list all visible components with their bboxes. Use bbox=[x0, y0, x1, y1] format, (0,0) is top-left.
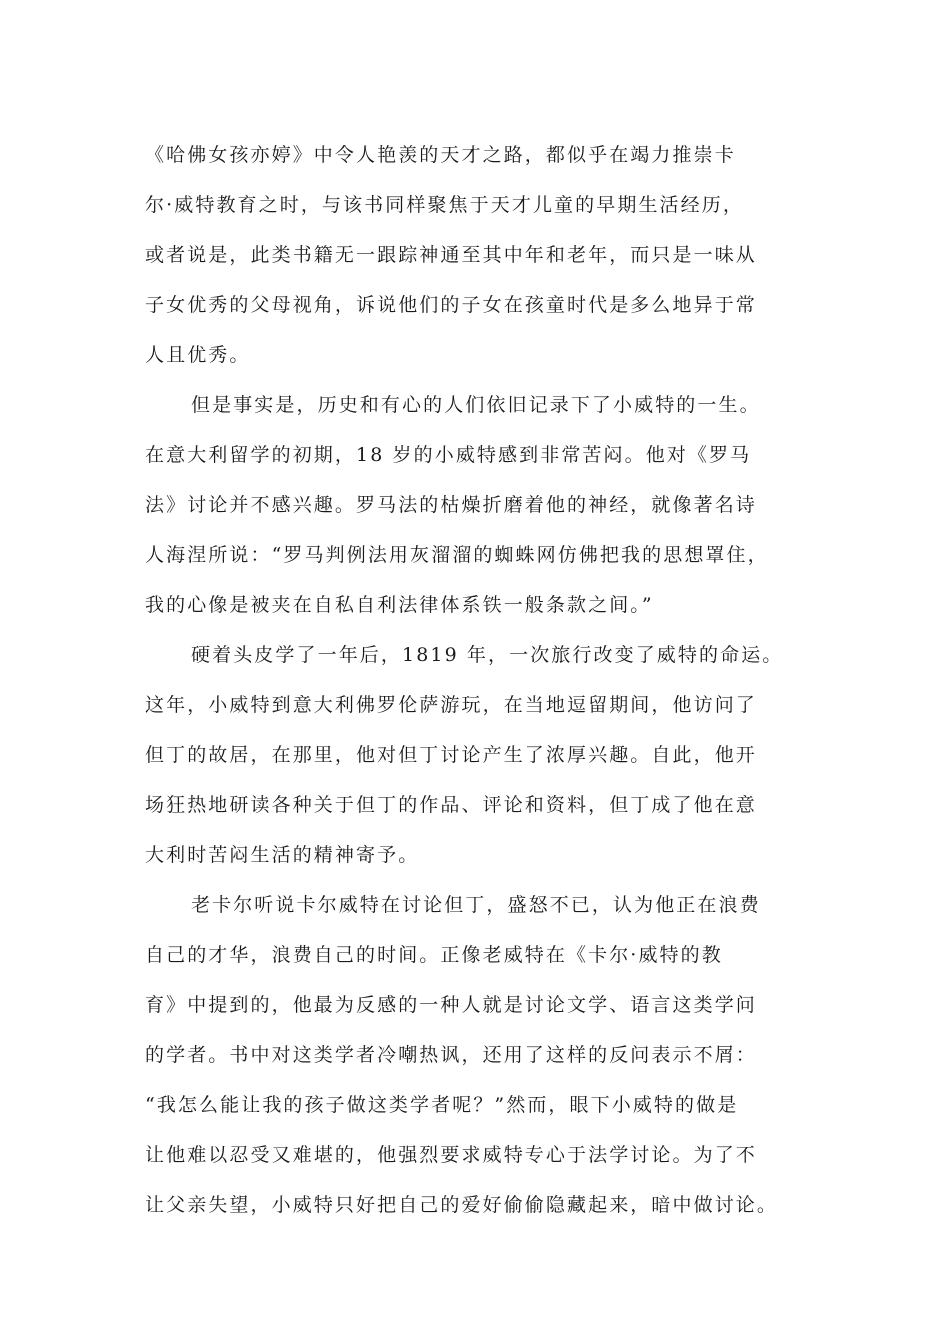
text-line: 育》中提到的，他最为反感的一种人就是讨论文学、语言这类学问 bbox=[145, 994, 757, 1016]
text-line: 让父亲失望，小威特只好把自己的爱好偷偷隐藏起来，暗中做讨论。 bbox=[145, 1194, 779, 1216]
text-line: 这年，小威特到意大利佛罗伦萨游玩，在当地逗留期间，他访问了 bbox=[145, 694, 757, 716]
text-line: 人且优秀。 bbox=[145, 344, 251, 366]
text-line: 但丁的故居，在那里，他对但丁讨论产生了浓厚兴趣。自此，他开 bbox=[145, 744, 757, 766]
text-line: 子女优秀的父母视角，诉说他们的子女在孩童时代是多么地异于常 bbox=[145, 294, 757, 316]
text-line: 我的心像是被夹在自私自利法律体系铁一般条款之间。” bbox=[145, 594, 654, 616]
paragraph-2 bbox=[145, 380, 810, 630]
text-line: 让他难以忍受又难堪的，他强烈要求威特专心于法学讨论。为了不 bbox=[145, 1144, 757, 1166]
text-line: 法》讨论并不感兴趣。罗马法的枯燥折磨着他的神经，就像著名诗 bbox=[145, 494, 757, 516]
paragraph-4 bbox=[145, 880, 810, 1230]
text-line: 但是事实是，历史和有心的人们依旧记录下了小威特的一生。 bbox=[191, 394, 761, 416]
text-line: 人海涅所说：“罗马判例法用灰溜溜的蜘蛛网仿佛把我的思想罩住， bbox=[145, 544, 769, 566]
text-line: 老卡尔听说卡尔威特在讨论但丁，盛怒不已，认为他正在浪费 bbox=[191, 894, 761, 916]
text-line: 或者说是，此类书籍无一跟踪神通至其中年和老年，而只是一味从 bbox=[145, 244, 757, 266]
text-line: 自己的才华，浪费自己的时间。正像老威特在《卡尔·威特的教 bbox=[145, 944, 723, 966]
paragraph-3 bbox=[145, 630, 810, 880]
text-line: 《哈佛女孩亦婷》中令人艳羡的天才之路，都似乎在竭力推崇卡 bbox=[145, 144, 736, 166]
text-line: 场狂热地研读各种关于但丁的作品、评论和资料，但丁成了他在意 bbox=[145, 794, 757, 816]
document-body bbox=[145, 130, 810, 1230]
paragraph-1 bbox=[145, 130, 810, 380]
text-line: 的学者。书中对这类学者冷嘲热讽，还用了这样的反问表示不屑： bbox=[145, 1044, 757, 1066]
text-line: 尔·威特教育之时，与该书同样聚焦于天才儿童的早期生活经历， bbox=[145, 194, 744, 216]
text-line: 硬着头皮学了一年后，1819 年，一次旅行改变了威特的命运。 bbox=[191, 644, 784, 666]
text-line: 大利时苦闷生活的精神寄予。 bbox=[145, 844, 420, 866]
text-line: 在意大利留学的初期，18 岁的小威特感到非常苦闷。他对《罗马 bbox=[145, 444, 752, 466]
text-line: “我怎么能让我的孩子做这类学者呢？”然而，眼下小威特的做是 bbox=[145, 1094, 739, 1116]
